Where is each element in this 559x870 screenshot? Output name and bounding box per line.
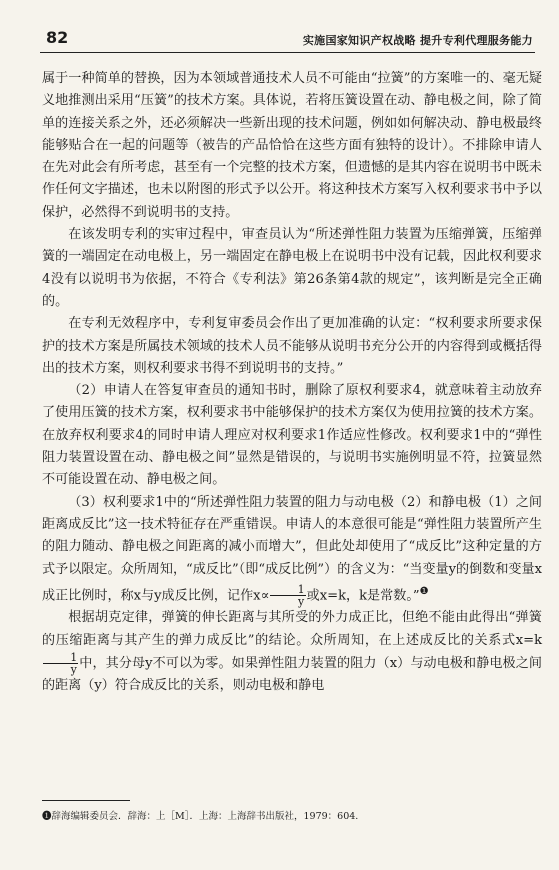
paragraph-examination: 在该发明专利的实审过程中，审查员认为“所述弹性阻力装置为压缩弹簧，压缩弹簧的一端固定在动电极上，另一端固定在静电极上在说明书中没有记载，因此权利要求4没有以说明书为依据，不符合《专利法》第26条第4款的规定”，该判断是完全正确的。	[42, 227, 542, 309]
fraction-denominator: y	[298, 595, 305, 609]
hooke-text: 根据胡克定律，弹簧的伸长距离与其所受的外力成正比，但绝不能由此得出“弹簧的压缩距离与其产生的弹力成反比”的结论。众所周知，在上述成反比的关系式x=k	[42, 610, 542, 648]
fraction-numerator: 1	[270, 584, 305, 596]
fraction-denominator-2: y	[70, 663, 77, 677]
fraction-one-over-y-2	[43, 652, 78, 675]
page-number: 82	[46, 28, 69, 47]
paragraph-hooke-law	[42, 607, 542, 697]
footnote: ❶辞海编辑委员会．辞海：上［M］．上海：上海辞书出版社，1979：604.	[42, 811, 359, 822]
paragraph-point-3	[42, 492, 542, 608]
body-text	[42, 68, 542, 698]
page-header	[40, 26, 535, 53]
fraction-numerator-2: 1	[43, 652, 78, 664]
paragraph-invalidation: 在专利无效程序中，专利复审委员会作出了更加准确的认定：“权利要求所要求保护的技术方案是所属技术领域的技术人员不能够从说明书充分公开的内容得到或概括得出的技术方案，则权利要求书得不到说明书的支持。”	[42, 316, 542, 376]
paragraph-point-2: （2）申请人在答复审查员的通知书时，删除了原权利要求4，就意味着主动放弃了使用压簧的技术方案，权利要求书中能够保护的技术方案仅为使用拉簧的技术方案。在放弃权利要求4的同时申请人理应对权利要求1作适应性修改。权利要求1中的“弹性阻力装置设置在动、静电极之间”显然是错误的，与说明书实施例明显不符，拉簧显然不可能设置在动、静电极之间。	[42, 383, 542, 488]
point-3-text: （3）权利要求1中的“所述弹性阻力装置的阻力与动电极（2）和静电极（1）之间距离成反比”这一技术特征存在严重错误。申请人的本意很可能是“弹性阻力装置所产生的阻力随动、静电极之间距离的减小而增大”，但此处却使用了“成反比”这种定量的方式予以限定。众所周知，“成反比”（即“成反比例”）的含义为：“当变量y的倒数和变量x成正比例时，称x与y成反比例，记作x∝	[42, 494, 542, 604]
fraction-one-over-y	[270, 584, 305, 607]
footnote-reference: ❶	[419, 585, 429, 597]
hooke-text-end: 中，其分母y不可以为零。如果弹性阻力装置的阻力（x）与动电极和静电极之间的距离（y）符合成反比的关系，则动电极和静电	[42, 656, 542, 694]
running-title: 实施国家知识产权战略 提升专利代理服务能力	[302, 34, 533, 47]
paragraph-continued: 属于一种简单的替换，因为本领域普通技术人员不可能由“拉簧”的方案唯一的、毫无疑义地推测出采用“压簧”的技术方案。具体说，若将压簧设置在动、静电极之间，除了简单的连接关系之外，还必须解决一些新出现的技术问题，例如如何解决动、静电极最终能够贴合在一起的问题等（被告的产品恰恰在这些方面有独特的设计）。不排除申请人在先对此会有所考虑，甚至有一个完整的技术方案，但遗憾的是其内容在说明书中既未作任何文字描述，也未以附图的形式予以公开。将这种技术方案写入权利要求书中予以保护，必然得不到说明书的支持。	[42, 71, 542, 220]
point-3-text-end: 或x=k，k是常数。”	[306, 588, 420, 604]
footnote-divider	[42, 800, 130, 801]
